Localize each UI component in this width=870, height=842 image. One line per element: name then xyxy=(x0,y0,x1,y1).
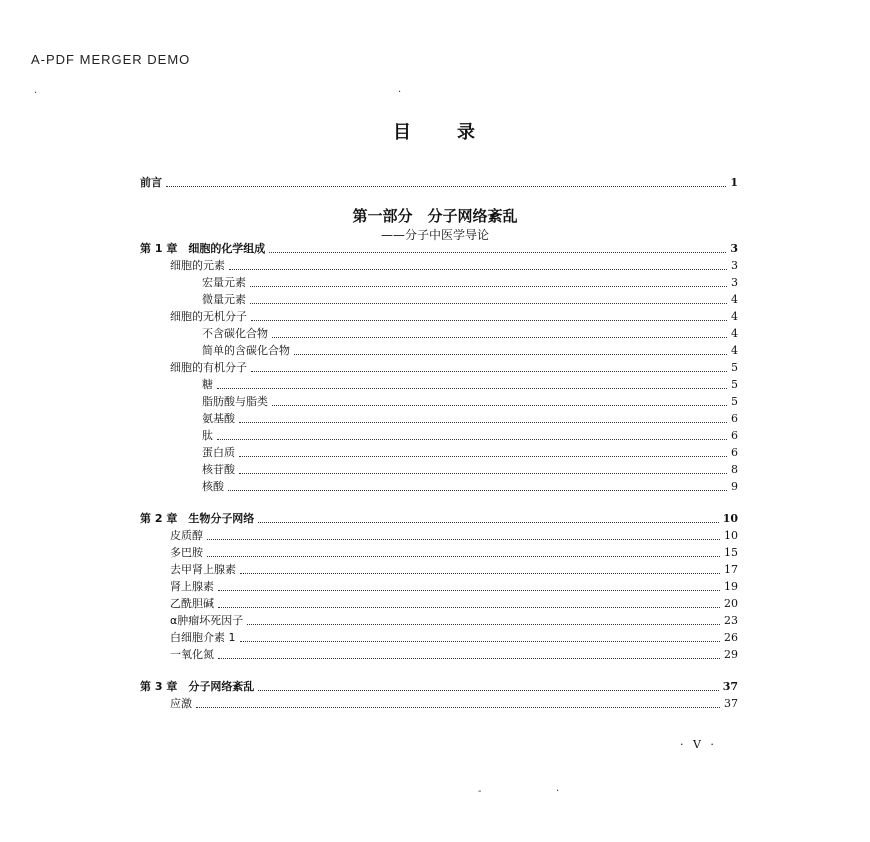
toc-entry-subsection[interactable] xyxy=(202,429,738,443)
toc-label: α肿瘤坏死因子 xyxy=(170,614,244,627)
toc-page-number: 10 xyxy=(724,529,738,542)
toc-label: 简单的含碳化合物 xyxy=(202,344,290,357)
toc-page-number: 6 xyxy=(731,446,738,459)
leader-dots xyxy=(258,522,718,523)
part-title: 第一部分 分子网络紊乱 xyxy=(352,207,518,225)
leader-dots xyxy=(239,473,727,474)
toc-page-number: 3 xyxy=(731,276,738,289)
toc-label: 细胞的元素 xyxy=(170,259,225,272)
leader-dots xyxy=(240,573,720,574)
toc-page-number: 3 xyxy=(731,259,738,272)
toc-entry-section[interactable] xyxy=(170,697,738,711)
toc-entry-subsection[interactable] xyxy=(202,276,738,290)
toc-page-number: 8 xyxy=(731,463,738,476)
toc-label: 糖 xyxy=(202,378,213,391)
toc-label: 微量元素 xyxy=(202,293,246,306)
title-char: 目 xyxy=(393,122,413,143)
leader-dots xyxy=(218,607,720,608)
toc-label: 肽 xyxy=(202,429,213,442)
page-folio: · V · xyxy=(680,738,717,751)
toc-label: 第 2 章 生物分子网络 xyxy=(140,512,255,525)
leader-dots xyxy=(166,186,726,187)
leader-dots xyxy=(272,405,727,406)
toc-entry-section[interactable] xyxy=(170,648,738,662)
toc-label: 细胞的有机分子 xyxy=(170,361,247,374)
scan-speck: · xyxy=(556,786,560,797)
toc-entry-chapter-2[interactable] xyxy=(140,512,738,526)
leader-dots xyxy=(258,690,718,691)
toc-label: 白细胞介素 1 xyxy=(170,631,236,644)
leader-dots xyxy=(251,320,727,321)
toc-entry-subsection[interactable] xyxy=(202,395,738,409)
toc-entry-section[interactable] xyxy=(170,310,738,324)
toc-page-number: 19 xyxy=(724,580,738,593)
scan-speck: · xyxy=(398,87,402,98)
toc-entry-subsection[interactable] xyxy=(202,480,738,494)
toc-page-number: 17 xyxy=(724,563,738,576)
toc-entry-section[interactable] xyxy=(170,529,738,543)
toc-label: 宏量元素 xyxy=(202,276,246,289)
toc-page-number: 37 xyxy=(724,697,738,710)
toc-page-number: 6 xyxy=(731,412,738,425)
leader-dots xyxy=(217,439,727,440)
toc-page-number: 3 xyxy=(730,242,738,255)
scan-speck: - xyxy=(478,786,482,797)
toc-label: 应激 xyxy=(170,697,192,710)
toc-label: 多巴胺 xyxy=(170,546,203,559)
leader-dots xyxy=(269,252,726,253)
toc-label: 不含碳化合物 xyxy=(202,327,268,340)
toc-entry-subsection[interactable] xyxy=(202,463,738,477)
toc-entry-section[interactable] xyxy=(170,259,738,273)
toc-page-number: 5 xyxy=(731,378,738,391)
toc-entry-subsection[interactable] xyxy=(202,327,738,341)
toc-entry-subsection[interactable] xyxy=(202,378,738,392)
toc-entry-subsection[interactable] xyxy=(202,446,738,460)
toc-page-number: 1 xyxy=(730,176,738,189)
toc-entry-subsection[interactable] xyxy=(202,293,738,307)
toc-page-number: 4 xyxy=(731,344,738,357)
toc-page-number: 5 xyxy=(731,361,738,374)
leader-dots xyxy=(229,269,727,270)
toc-label: 核酸 xyxy=(202,480,224,493)
toc-label: 氨基酸 xyxy=(202,412,235,425)
toc-label: 脂肪酸与脂类 xyxy=(202,395,268,408)
leader-dots xyxy=(240,641,721,642)
toc-label: 肾上腺素 xyxy=(170,580,214,593)
toc-label: 核苷酸 xyxy=(202,463,235,476)
toc-label: 细胞的无机分子 xyxy=(170,310,247,323)
toc-page-number: 10 xyxy=(722,512,738,525)
leader-dots xyxy=(294,354,727,355)
toc-page-number: 20 xyxy=(724,597,738,610)
leader-dots xyxy=(250,286,727,287)
toc-label: 去甲肾上腺素 xyxy=(170,563,236,576)
leader-dots xyxy=(218,658,720,659)
toc-entry-chapter-1[interactable] xyxy=(140,242,738,256)
leader-dots xyxy=(217,388,727,389)
toc-label: 皮质醇 xyxy=(170,529,203,542)
leader-dots xyxy=(247,624,720,625)
title-char: 录 xyxy=(457,122,477,143)
toc-label: 乙酰胆碱 xyxy=(170,597,214,610)
toc-entry-section[interactable] xyxy=(170,563,738,577)
toc-entry-subsection[interactable] xyxy=(202,344,738,358)
toc-entry-section[interactable] xyxy=(170,614,738,628)
leader-dots xyxy=(251,371,727,372)
toc-page-number: 23 xyxy=(724,614,738,627)
toc-entry-section[interactable] xyxy=(170,631,738,645)
toc-label: 第 1 章 细胞的化学组成 xyxy=(140,242,266,255)
toc-page-number: 26 xyxy=(724,631,738,644)
toc-page-number: 29 xyxy=(724,648,738,661)
leader-dots xyxy=(196,707,720,708)
toc-page-number: 37 xyxy=(722,680,738,693)
toc-label: 一氧化氮 xyxy=(170,648,214,661)
toc-entry-section[interactable] xyxy=(170,361,738,375)
page-title xyxy=(0,118,870,144)
leader-dots xyxy=(239,456,727,457)
toc-page-number: 5 xyxy=(731,395,738,408)
toc-entry-chapter-3[interactable] xyxy=(140,680,738,694)
part-subtitle: ——分子中医学导论 xyxy=(380,228,489,242)
scan-speck: · xyxy=(34,88,38,99)
leader-dots xyxy=(272,337,727,338)
toc-page-number: 4 xyxy=(731,310,738,323)
toc-page-number: 6 xyxy=(731,429,738,442)
leader-dots xyxy=(207,556,720,557)
leader-dots xyxy=(207,539,720,540)
leader-dots xyxy=(228,490,727,491)
watermark-text: A-PDF MERGER DEMO xyxy=(31,52,191,67)
toc-page-number: 15 xyxy=(724,546,738,559)
toc-label: 第 3 章 分子网络紊乱 xyxy=(140,680,255,693)
toc-entry-subsection[interactable] xyxy=(202,412,738,426)
toc-page-number: 4 xyxy=(731,327,738,340)
toc-page-number: 9 xyxy=(731,480,738,493)
toc-label: 蛋白质 xyxy=(202,446,235,459)
leader-dots xyxy=(218,590,720,591)
toc-label: 前言 xyxy=(140,176,162,189)
toc-page-number: 4 xyxy=(731,293,738,306)
toc-entry-section[interactable] xyxy=(170,546,738,560)
leader-dots xyxy=(239,422,727,423)
toc-entry-section[interactable] xyxy=(170,597,738,611)
leader-dots xyxy=(250,303,727,304)
toc-entry-preface[interactable] xyxy=(140,176,738,190)
toc-entry-section[interactable] xyxy=(170,580,738,594)
